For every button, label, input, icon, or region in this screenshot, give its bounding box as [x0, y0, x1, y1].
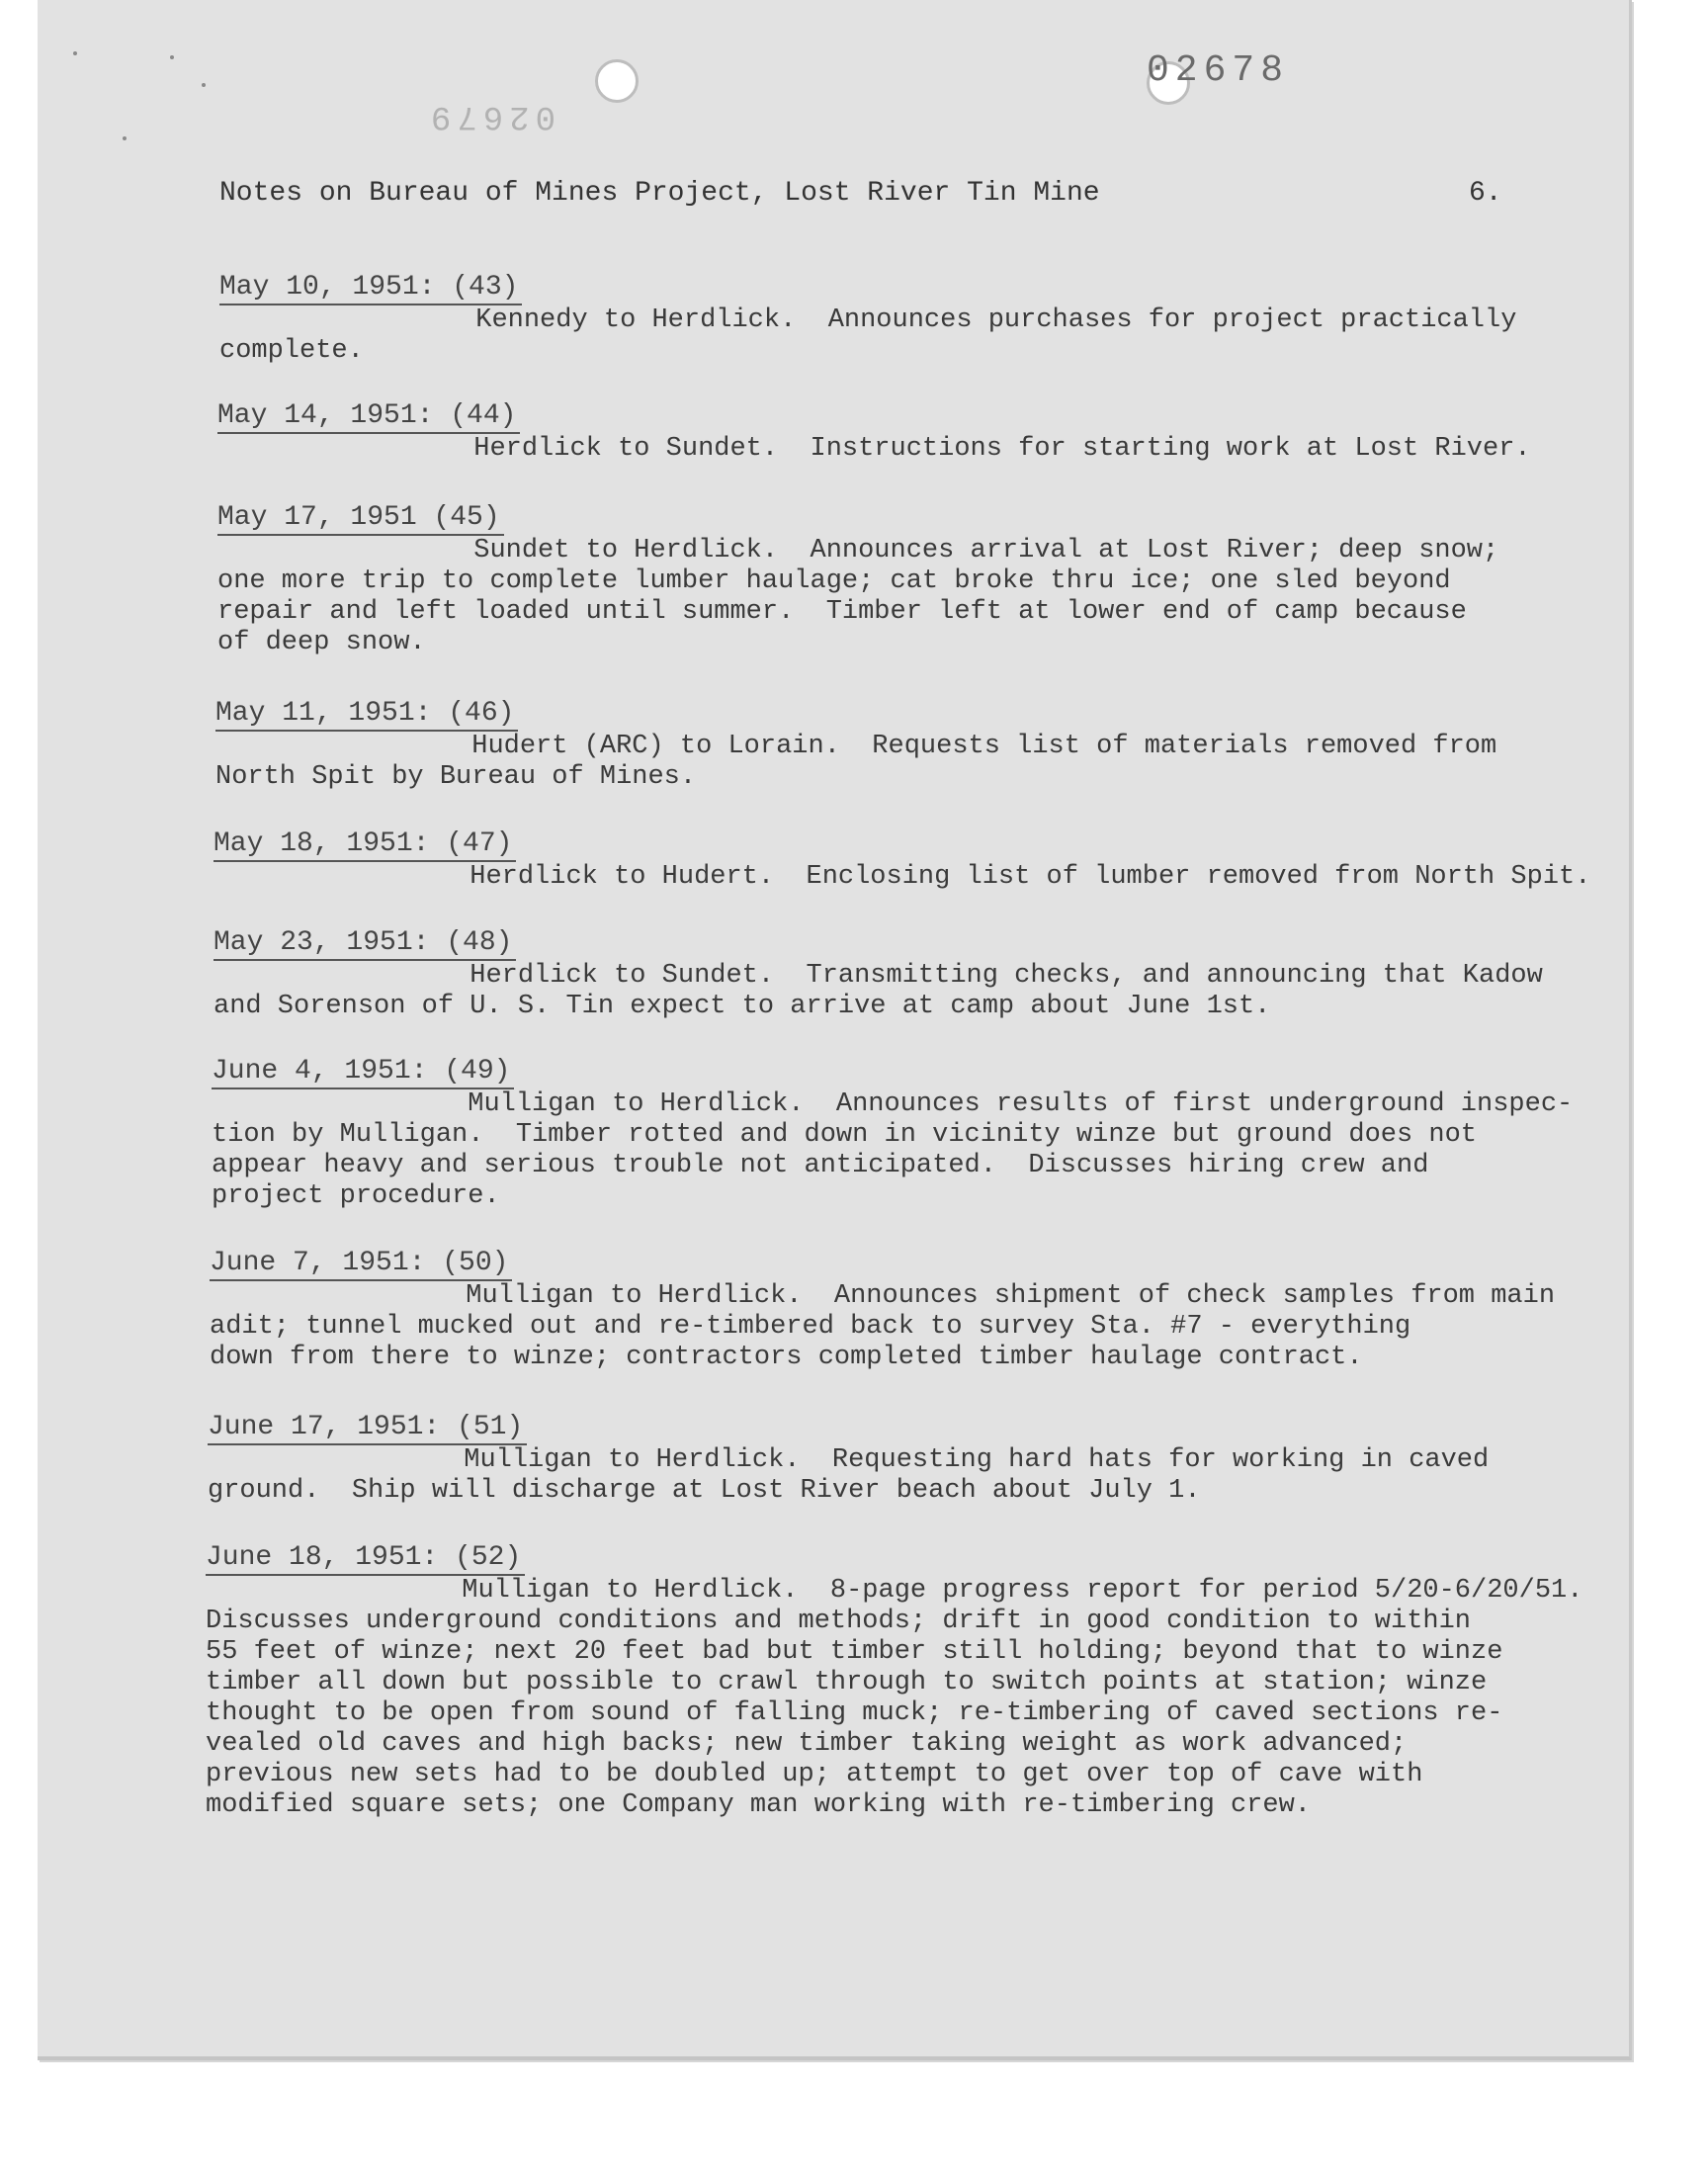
- entry-text: Mulligan to Herdlick. Announces shipment of check samples from main adit; tunnel mucked out and re-timbered back to survey Sta. #7 - everything down from there to winze; contractors completed timber haulage contract.: [210, 1281, 1556, 1372]
- entry-date: June 4, 1951: (49): [212, 1056, 514, 1089]
- entry-date: June 17, 1951: (51): [208, 1412, 527, 1445]
- log-entry: [214, 828, 1591, 893]
- paper-speck: [202, 83, 206, 87]
- entry-text: Herdlick to Sundet. Instructions for starting work at Lost River.: [217, 434, 1531, 464]
- entry-text: Hudert (ARC) to Lorain. Requests list of materials removed from North Spit by Bureau of Mines.: [215, 732, 1497, 792]
- entry-date: June 18, 1951: (52): [206, 1542, 525, 1576]
- entry-date: May 10, 1951: (43): [219, 272, 522, 305]
- log-entry: [214, 927, 1558, 1022]
- entry-date: May 18, 1951: (47): [214, 828, 516, 862]
- document-title: Notes on Bureau of Mines Project, Lost River Tin Mine: [219, 178, 1100, 209]
- punch-hole-left: [595, 59, 639, 103]
- log-entry: [210, 1248, 1554, 1373]
- bleed-through-number: 02679: [425, 97, 556, 134]
- log-entry: [217, 400, 1562, 465]
- log-entry: [208, 1412, 1552, 1507]
- entry-date: May 17, 1951 (45): [217, 502, 504, 536]
- entry-text: Herdlick to Sundet. Transmitting checks, and announcing that Kadow and Sorenson of U. S. Tin expect to arrive at camp about June 1st.: [214, 961, 1543, 1021]
- entry-date: May 14, 1951: (44): [217, 400, 520, 434]
- log-entry: [217, 502, 1562, 658]
- paper-speck: [123, 136, 127, 140]
- entry-text: Mulligan to Herdlick. Announces results of first underground inspec- tion by Mulligan. Timber rotted and down in vicinity winze but ground does not appear heavy and serious trouble not anticipated. Discusses hiring crew and project procedure.: [212, 1089, 1574, 1211]
- log-entry: [212, 1056, 1574, 1212]
- page-number: 6.: [1469, 178, 1502, 209]
- entry-date: June 7, 1951: (50): [210, 1248, 512, 1281]
- entry-text: Mulligan to Herdlick. 8-page progress report for period 5/20-6/20/51. Discusses underground conditions and methods; drift in good condition to within 55 feet of winze; next 20 feet bad but timber still holding; beyond that to winze timber all down but possible to crawl through to switch points at station; winze thought to be open from sound of falling muck; re-timbering of caved sections re- vealed old caves and high backs; new timber taking weight as work advanced; previous new sets had to be doubled up; attempt to get over top of cave with modified square sets; one Company man working with re-timbering crew.: [206, 1576, 1583, 1820]
- entry-date: May 11, 1951: (46): [215, 698, 518, 732]
- log-entry: [206, 1542, 1583, 1821]
- paper-speck: [73, 51, 77, 55]
- log-entry: [215, 698, 1560, 793]
- paper-speck: [170, 55, 174, 59]
- log-entry: [219, 272, 1564, 367]
- entry-text: Herdlick to Hudert. Enclosing list of lumber removed from North Spit.: [214, 862, 1591, 892]
- entry-text: Kennedy to Herdlick. Announces purchases for project practically complete.: [219, 305, 1517, 366]
- entry-text: Sundet to Herdlick. Announces arrival at Lost River; deep snow; one more trip to complete lumber haulage; cat broke thru ice; one sled beyond repair and left loaded until summer. Timber left at lower end of camp because of deep snow.: [217, 536, 1499, 657]
- entry-date: May 23, 1951: (48): [214, 927, 516, 961]
- entry-text: Mulligan to Herdlick. Requesting hard hats for working in caved ground. Ship will discharge at Lost River beach about July 1.: [208, 1445, 1490, 1506]
- document-number-stamp: 02678: [1147, 49, 1290, 92]
